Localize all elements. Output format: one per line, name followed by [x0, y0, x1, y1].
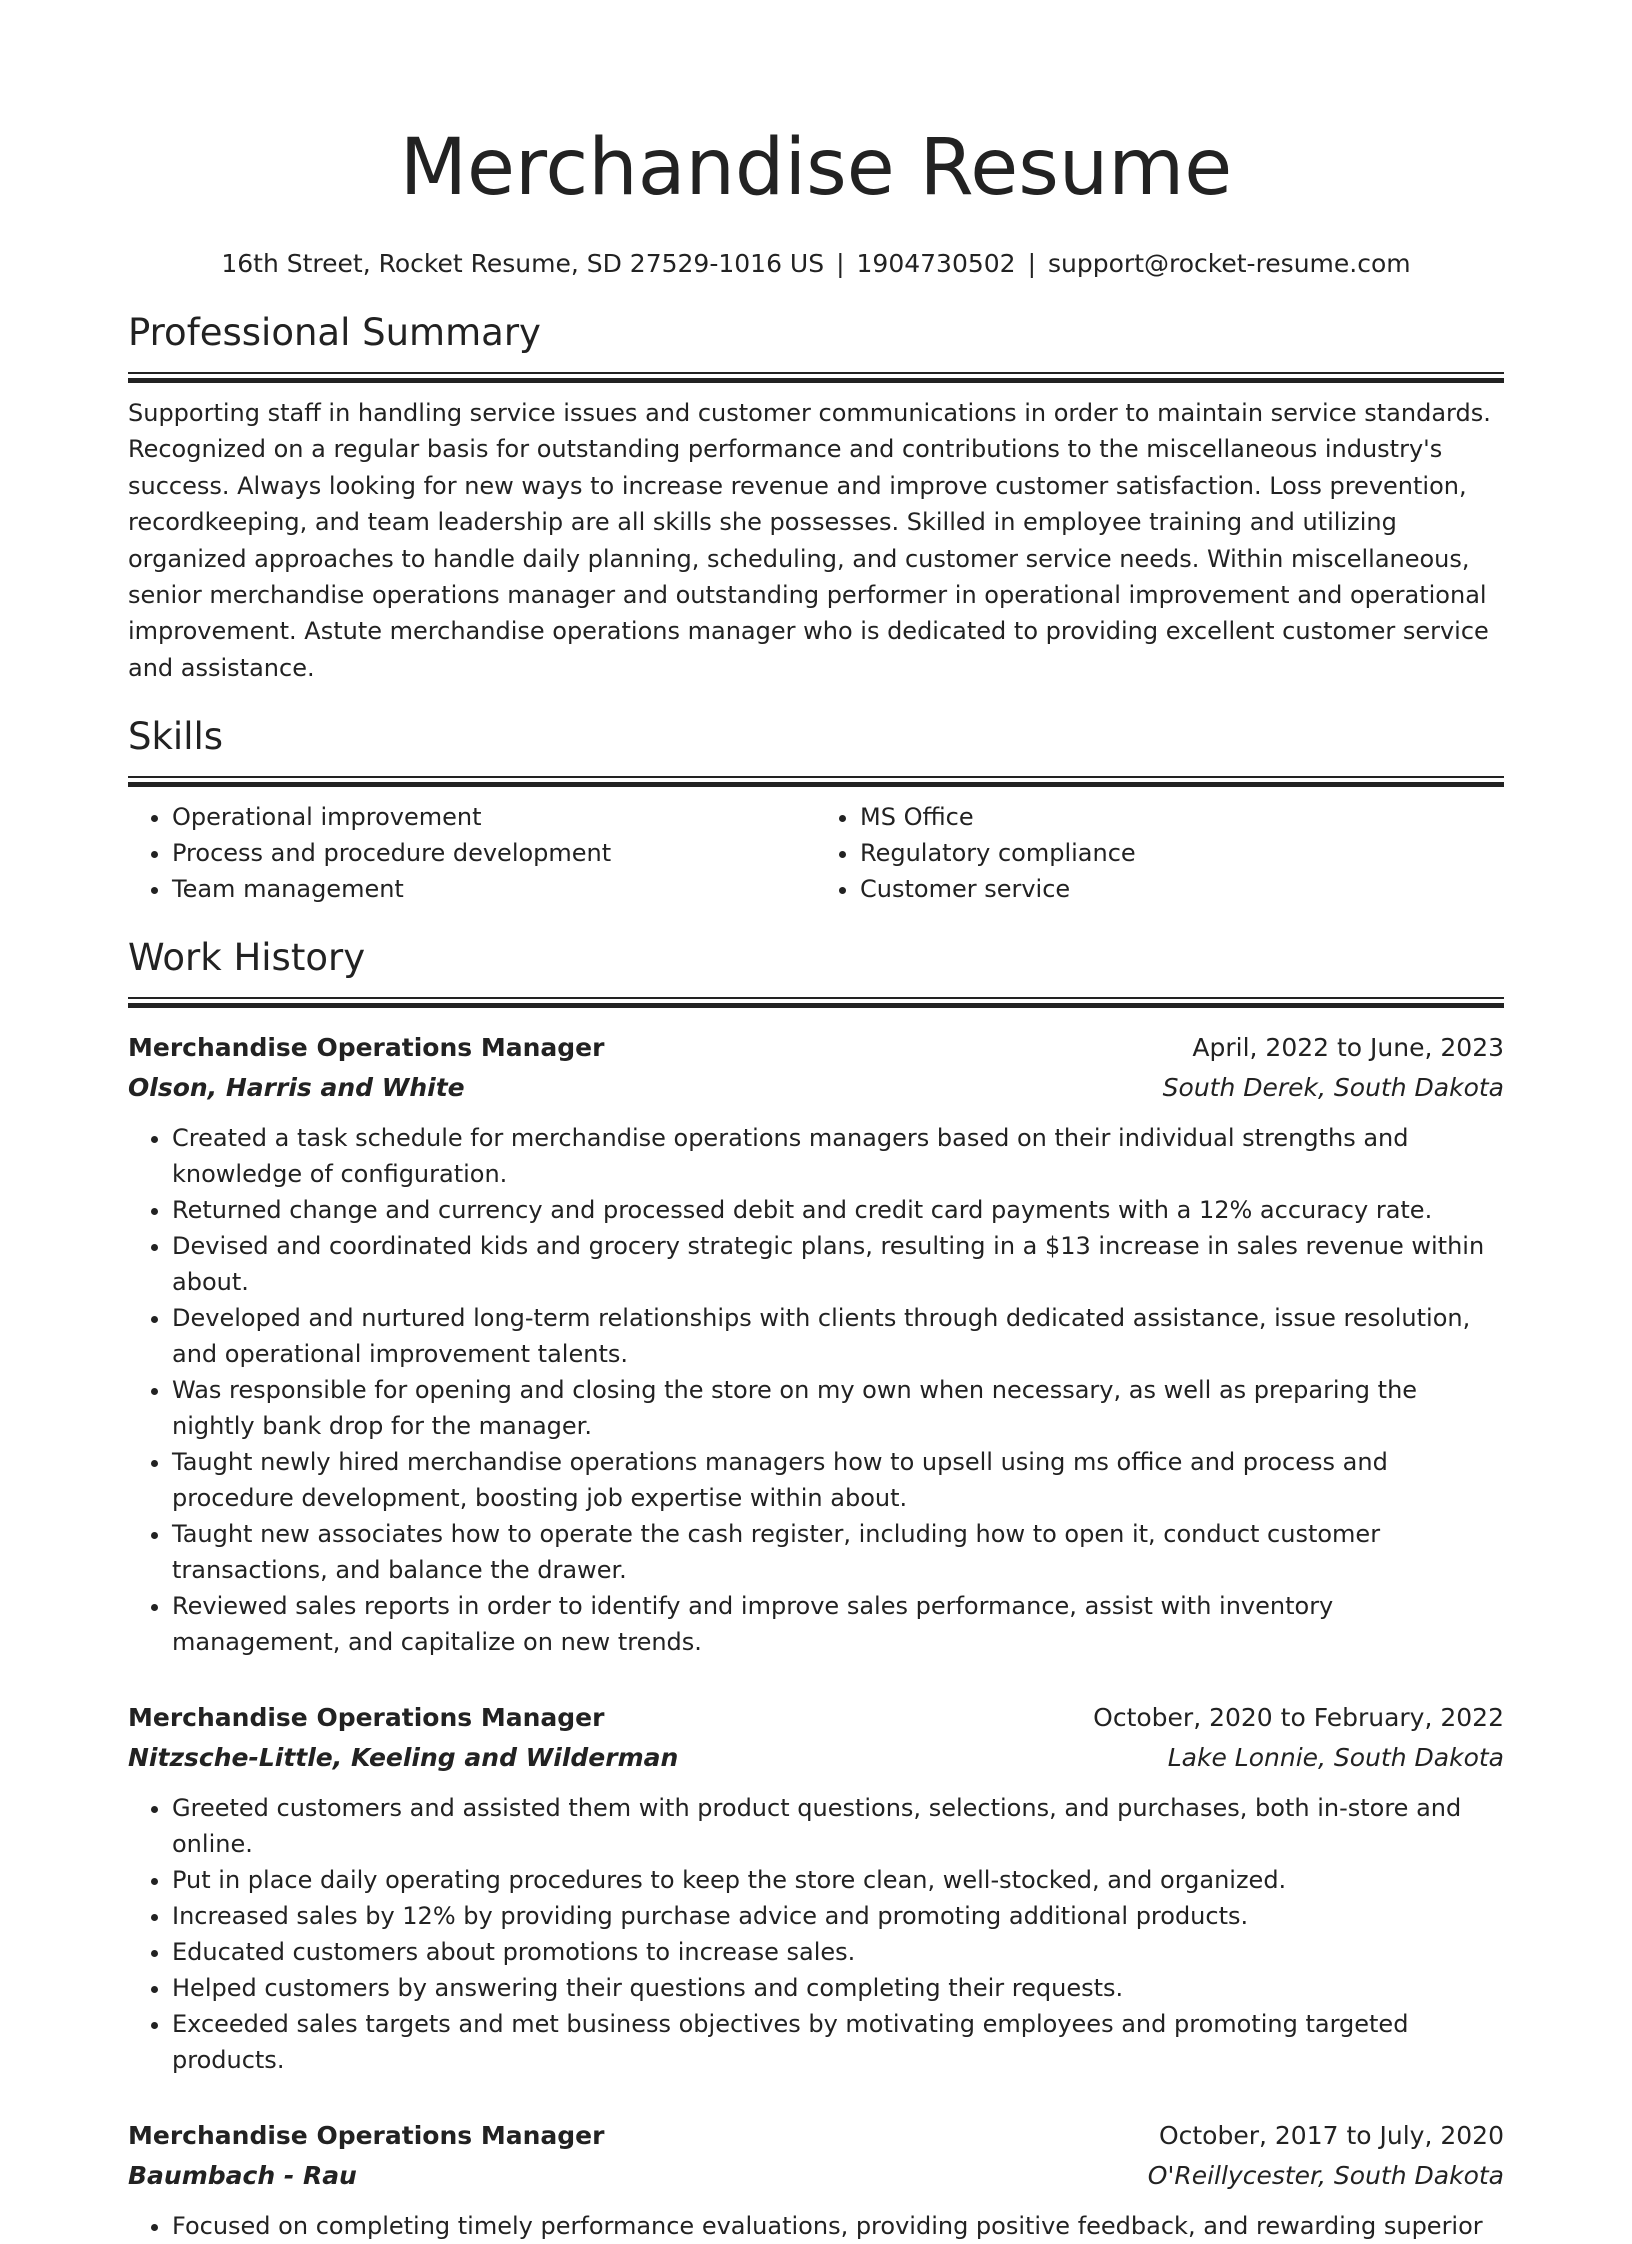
job-bullet: • Taught new associates how to operate the cash register, including how to open it, conduct customer transactions, and balance the drawer.: [172, 1516, 1504, 1588]
job-bullet: • Developed and nurtured long-term relationships with clients through dedicated assistance, issue resolution, and operational improvement talents.: [172, 1300, 1504, 1372]
job-company-row: [128, 2156, 1504, 2196]
section-rule: [128, 372, 1504, 381]
job-bullet: • Created a task schedule for merchandise operations managers based on their individual strengths and knowledge of configuration.: [172, 1120, 1504, 1192]
skill-item: • Operational improvement: [172, 799, 816, 835]
job-dates: April, 2022 to June, 2023: [1192, 1033, 1504, 1063]
job-header-row: [128, 2116, 1504, 2156]
skill-item: • Regulatory compliance: [860, 835, 1504, 871]
job-entry: [128, 2116, 1504, 2244]
job-bullet: • Greeted customers and assisted them with product questions, selections, and purchases, both in-store and online.: [172, 1790, 1504, 1862]
job-bullet: • Taught newly hired merchandise operations managers how to upsell using ms office and process and procedure development, boosting job expertise within about.: [172, 1444, 1504, 1516]
job-entry: [128, 1698, 1504, 2078]
job-title: Merchandise Operations Manager: [128, 2121, 605, 2151]
contact-separator: |: [1027, 249, 1037, 278]
job-bullet: • Was responsible for opening and closing the store on my own when necessary, as well as preparing the nightly bank drop for the manager.: [172, 1372, 1504, 1444]
section-heading-skills: Skills: [128, 715, 224, 759]
resume-title: Merchandise Resume: [399, 123, 1233, 213]
skill-item: • Process and procedure development: [172, 835, 816, 871]
job-bullet: • Educated customers about promotions to increase sales.: [172, 1934, 1504, 1970]
summary-section: [128, 308, 1504, 686]
skill-item: • MS Office: [860, 799, 1504, 835]
job-bullet: • Exceeded sales targets and met business objectives by motivating employees and promoting targeted products.: [172, 2006, 1504, 2078]
contact-phone: 1904730502: [856, 249, 1016, 278]
skill-item: • Team management: [172, 871, 816, 907]
contact-separator: |: [836, 249, 845, 278]
skills-column-left: [128, 799, 816, 907]
contact-email: support@rocket-resume.com: [1048, 249, 1411, 278]
job-title: Merchandise Operations Manager: [128, 1033, 605, 1063]
skills-grid: [128, 799, 1504, 907]
job-company: Baumbach - Rau: [128, 2161, 357, 2191]
contact-address: 16th Street, Rocket Resume, SD 27529-1016 US: [221, 249, 825, 278]
job-bullet: • Put in place daily operating procedures to keep the store clean, well-stocked, and organized.: [172, 1862, 1504, 1898]
work-history-section: [128, 933, 1504, 2244]
job-location: South Derek, South Dakota: [1162, 1073, 1504, 1103]
job-bullet: • Reviewed sales reports in order to identify and improve sales performance, assist with inventory management, and capitalize on new trends.: [172, 1588, 1504, 1660]
job-bullet: • Increased sales by 12% by providing purchase advice and promoting additional products.: [172, 1898, 1504, 1934]
job-location: Lake Lonnie, South Dakota: [1167, 1743, 1504, 1773]
section-heading-work-history: Work History: [128, 936, 366, 980]
job-company: Nitzsche-Little, Keeling and Wilderman: [128, 1743, 679, 1773]
job-bullets: [128, 2208, 1504, 2244]
skills-column-right: [816, 799, 1504, 907]
section-rule: [128, 997, 1504, 1006]
job-header-row: [128, 1698, 1504, 1738]
job-company-row: [128, 1738, 1504, 1778]
job-header-row: [128, 1028, 1504, 1068]
job-dates: October, 2017 to July, 2020: [1158, 2121, 1504, 2151]
job-entry: [128, 1028, 1504, 1660]
skill-item: • Customer service: [860, 871, 1504, 907]
job-bullet: • Helped customers by answering their questions and completing their requests.: [172, 1970, 1504, 2006]
job-company: Olson, Harris and White: [128, 1073, 465, 1103]
job-dates: October, 2020 to February, 2022: [1093, 1703, 1504, 1733]
job-location: O'Reillycester, South Dakota: [1147, 2161, 1504, 2191]
job-title: Merchandise Operations Manager: [128, 1703, 605, 1733]
summary-text: Supporting staff in handling service issues and customer communications in order to maintain service standards. Recognized on a regular basis for outstanding performance and contributions to the miscellaneous industry's success. Always looking for new ways to increase revenue and improve customer satisfaction. Loss prevention, recordkeeping, and team leadership are all skills she possesses. Skilled in employee training and utilizing organized approaches to handle daily planning, scheduling, and customer service needs. Within miscellaneous, senior merchandise operations manager and outstanding performer in operational improvement and operational improvement. Astute merchandise operations manager who is dedicated to providing excellent customer service and assistance.: [128, 399, 1491, 682]
job-bullet: • Devised and coordinated kids and grocery strategic plans, resulting in a $13 increase in sales revenue within about.: [172, 1228, 1504, 1300]
skills-section: [128, 712, 1504, 907]
job-bullet: • Focused on completing timely performance evaluations, providing positive feedback, and rewarding superior: [172, 2208, 1504, 2244]
job-bullets: [128, 1120, 1504, 1660]
section-rule: [128, 776, 1504, 785]
job-bullets: [128, 1790, 1504, 2078]
job-bullet: • Returned change and currency and processed debit and credit card payments with a 12% accuracy rate.: [172, 1192, 1504, 1228]
job-company-row: [128, 1068, 1504, 1108]
section-heading-summary: Professional Summary: [128, 311, 541, 354]
contact-line: [128, 246, 1504, 282]
